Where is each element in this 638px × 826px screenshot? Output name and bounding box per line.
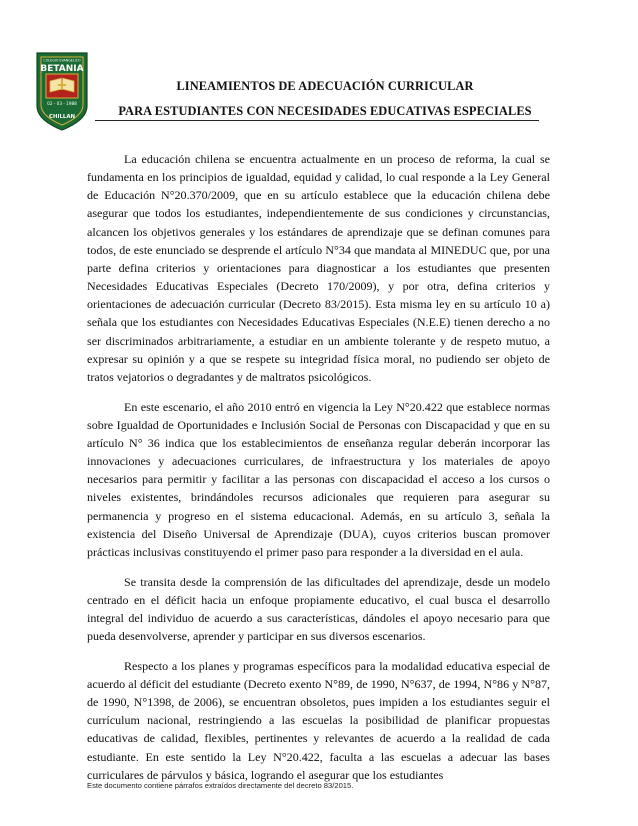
school-logo [34, 50, 90, 132]
logo-top-text: COLEGIO EVANGELICO [43, 58, 81, 63]
logo-city: CHILLAN [48, 114, 76, 120]
paragraph-1: La educación chilena se encuentra actualmente en un proceso de reforma, la cual se fundamenta en los principios de igualdad, equidad y calidad, lo cual responde a la Ley General de Educación N°20.370/2009, que en su artículo establece que la educación chilena debe asegurar que todos los estudiantes, independientemente de sus condiciones y circunstancias, alcancen los objetivos generales y los estándares de aprendizaje que se definan comunes para todos, de este enunciado se desprende el artículo N°34 que mandata al MINEDUC que, por una parte defina criterios y orientaciones para diagnosticar a los estudiantes que presenten Necesidades Educativas Especiales (Decreto 170/2009), y por otra, defina criterios y orientaciones de adecuación curricular (Decreto 83/2015). Esta misma ley en su artículo 10 a) señala que los estudiantes con Necesidades Educativas Especiales (N.E.E) tienen derecho a no ser discriminados arbitrariamente, a estudiar en un ambiente tolerante y de respeto mutuo, a expresar su opinión y a que se respete su integridad física moral, no pudiendo ser objeto de tratos vejatorios o degradantes y de maltratos psicológicos. [87, 152, 550, 384]
document-title: LINEAMIENTOS DE ADECUACIÓN CURRICULAR [176, 79, 474, 93]
document-subtitle: PARA ESTUDIANTES CON NECESIDADES EDUCATIVAS ESPECIALES [118, 104, 532, 118]
paragraph-4: Respecto a los planes y programas específicos para la modalidad educativa especial de acuerdo al déficit del estudiante (Decreto exento N°89, de 1990, N°637, de 1994, N°86 y N°87, de 1990, N°1398, de 2006), se encuentran obsoletos, pues impiden a los estudiantes seguir el currículum nacional, restringiendo a las escuelas la posibilidad de planificar propuestas educativas de calidad, flexibles, pertinentes y relevantes de acuerdo a la realidad de cada estudiante. En este sentido la Ley N°20.422, faculta a las escuelas a adecuar las bases curriculares de párvulos y básica, logrando el asegurar que los estudiantes [87, 658, 550, 782]
footer-note: Este documento contiene párrafos extraídos directamente del decreto 83/2015. [87, 781, 354, 790]
paragraph-3: Se transita desde la comprensión de las dificultades del aprendizaje, desde un modelo centrado en el déficit hacia un enfoque propiamente educativo, el cual busca el desarrollo integral del individuo de acuerdo a sus características, dándoles el apoyo necesario para que pueda desenvolverse, aprender y participar en sus diversos escenarios. [87, 574, 550, 644]
logo-year: 02 - 03 - 1988 [47, 101, 77, 106]
document-body [87, 150, 550, 796]
title-underline [95, 120, 539, 121]
paragraph-2: En este escenario, el año 2010 entró en vigencia la Ley N°20.422 que establece normas sobre Igualdad de Oportunidades e Inclusión Social de Personas con Discapacidad y que en su artículo N° 36 indica que los establecimientos de enseñanza regular deberán incorporar las innovaciones y adecuaciones curriculares, de infraestructura y los materiales de apoyo necesarios para permitir y facilitar a las personas con discapacidad el acceso a los cursos o niveles existentes, brindándoles recursos adicionales que requieren para asegurar su permanencia y progreso en el sistema educacional. Además, en su artículo 3, señala la existencia del Diseño Universal de Aprendizaje (DUA), cuyos criterios buscan promover prácticas inclusivas constituyendo el primer paso para responder a la diversidad en el aula. [87, 399, 550, 559]
logo-name: BETANIA [40, 64, 84, 74]
